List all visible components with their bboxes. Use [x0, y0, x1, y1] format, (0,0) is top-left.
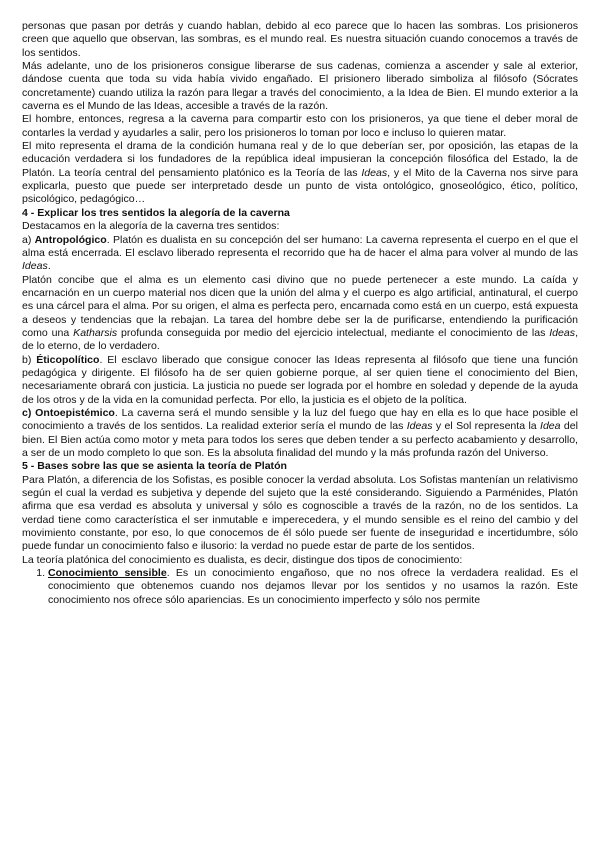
paragraph: Destacamos en la alegoría de la caverna tres sentidos:	[22, 220, 280, 233]
list-item-title: Conocimiento sensible	[48, 567, 167, 580]
paragraph: Para Platón, a diferencia de los Sofistas, es posible conocer la verdad absoluta. Los Sofistas mantenían un relativismo según el cual la verdad es subjetiva y depende del sujeto que la esté considerando. Siguiendo a Parménides, Platón afirma que esa verdad es absoluta y universal y sólo es cognoscible a través de la razón, no de los sentidos. La verdad tiene como característica el ser inmutable e imperecedera, y el mundo sensible es el reino del cambio y del movimiento constante, por eso, lo que conocemos de él sólo puede ser fuente de inseguridad e incertidumbre, sólo puede fundar un conocimiento falso e ilusorio: la verdad no puede estar de parte de los sentidos.	[22, 473, 578, 553]
section-heading-5: 5 - Bases sobre las que se asienta la teoría de Platón	[22, 460, 287, 473]
paragraph: El hombre, entonces, regresa a la caverna para compartir esto con los prisioneros, ya que tiene el deber moral de contarles la verdad y ayudarles a salir, pero los prisioneros lo toman por loco e incluso lo quieren matar.	[22, 113, 578, 139]
section-heading-4: 4 - Explicar los tres sentidos la alegoría de la caverna	[22, 206, 290, 219]
document-page	[22, 20, 578, 607]
emphasis: Ideas	[361, 166, 388, 179]
sense-title: Antropológico	[34, 233, 107, 246]
sense-title: Éticopolítico	[36, 353, 100, 366]
paragraph: Más adelante, uno de los prisioneros consigue liberarse de sus cadenas, comienza a ascender y sale al exterior, dándose cuenta que toda su vida había vivido engañado. El prisionero liberado simboliza al filósofo (Sócrates concretamente) cuando utiliza la razón para llegar a través del conocimiento, a la Idea de Bien. El mundo exterior a la caverna es el Mundo de las Ideas, accesible a través de la razón.	[22, 60, 578, 113]
sense-eticopolitico: b) Éticopolítico. El esclavo liberado que consigue conocer las Ideas representa al filósofo que tiene una función pedagógica y dirigente. El filósofo ha de ser quien gobierne porque, al ser quien tiene el conocimiento del Bien, necesariamente obrará con justicia. La justicia no puede ser lograda por el hombre en soledad y depende de la ayuda de los otros y de la vida en la comunidad perfecta. Por ello, la justicia es el objeto de la política.	[22, 353, 579, 406]
sense-ontoepistemico: c) Ontoepistémico. La caverna será el mundo sensible y la luz del fuego que hay en ella es lo que hace posible el conocimiento a través de los sentidos. La realidad exterior sería el mundo de las Ideas y el Sol representa la Idea del bien. El Bien actúa como motor y meta para todos los seres que deben tender a su perfecto acabamiento y desarrollo, a ser de un modo completo lo que son. Es la absoluta finalidad del mundo y la más profunda razón del Universo.	[22, 406, 578, 459]
sense-antropologico: a) Antropológico. Platón es dualista en su concepción del ser humano: La caverna representa el cuerpo en el que el alma está encerrada. El esclavo liberado representa el recorrido que ha de hacer el alma para volver al mundo de las Ideas.	[22, 233, 579, 273]
list-item: 1. Conocimiento sensible. Es un conocimiento engañoso, que no nos ofrece la verdadera realidad. Es el conocimiento que obtenemos cuando nos dejamos llevar por los sentidos y no usamos la razón. Este conocimiento nos ofrece sólo apariencias. Es un conocimiento imperfecto y sólo nos permite	[48, 567, 578, 607]
paragraph: La teoría platónica del conocimiento es dualista, es decir, distingue dos tipos de conocimiento:	[22, 553, 463, 566]
knowledge-types-list	[22, 567, 578, 607]
paragraph: personas que pasan por detrás y cuando hablan, debido al eco parece que lo hacen las sombras. Los prisioneros creen que aquello que observan, las sombras, es el mundo real. Es nuestra situación cuando conocemos a través de los sentidos.	[22, 20, 578, 59]
paragraph: Platón concibe que el alma es un elemento casi divino que no puede pertenecer a este mundo. La caída y encarnación en un cuerpo material nos dicen que la unión del alma y el cuerpo es algo artificial, antinatural, el cuerpo es una cárcel para el alma. Por su origen, el alma es perfecta pero, encarnada como está en un cuerpo, está expuesta a deseos y tendencias que la rebajan. La tarea del hombre debe ser la de purificarse, entendiendo la purificación como una Katharsis profunda conseguida por medio del ejercicio intelectual, mediante el conocimiento de las Ideas, de lo eterno, de lo verdadero.	[22, 273, 578, 353]
sense-title: Ontoepistémico	[35, 406, 115, 419]
paragraph: El mito representa el drama de la condición humana real y de lo que deberían ser, por oposición, las etapas de la educación verdadera si los fundadores de la república ideal impusieran la concepción filosófica del Estado, la de Platón. La teoría central del pensamiento platónico es la Teoría de las Ideas, y el Mito de la Caverna nos sirve para explicarla, puesto que puede ser interpretado desde un punto de vista ontológico, gnoseológico, ético, político, psicológico, pedagógico…	[22, 140, 578, 206]
